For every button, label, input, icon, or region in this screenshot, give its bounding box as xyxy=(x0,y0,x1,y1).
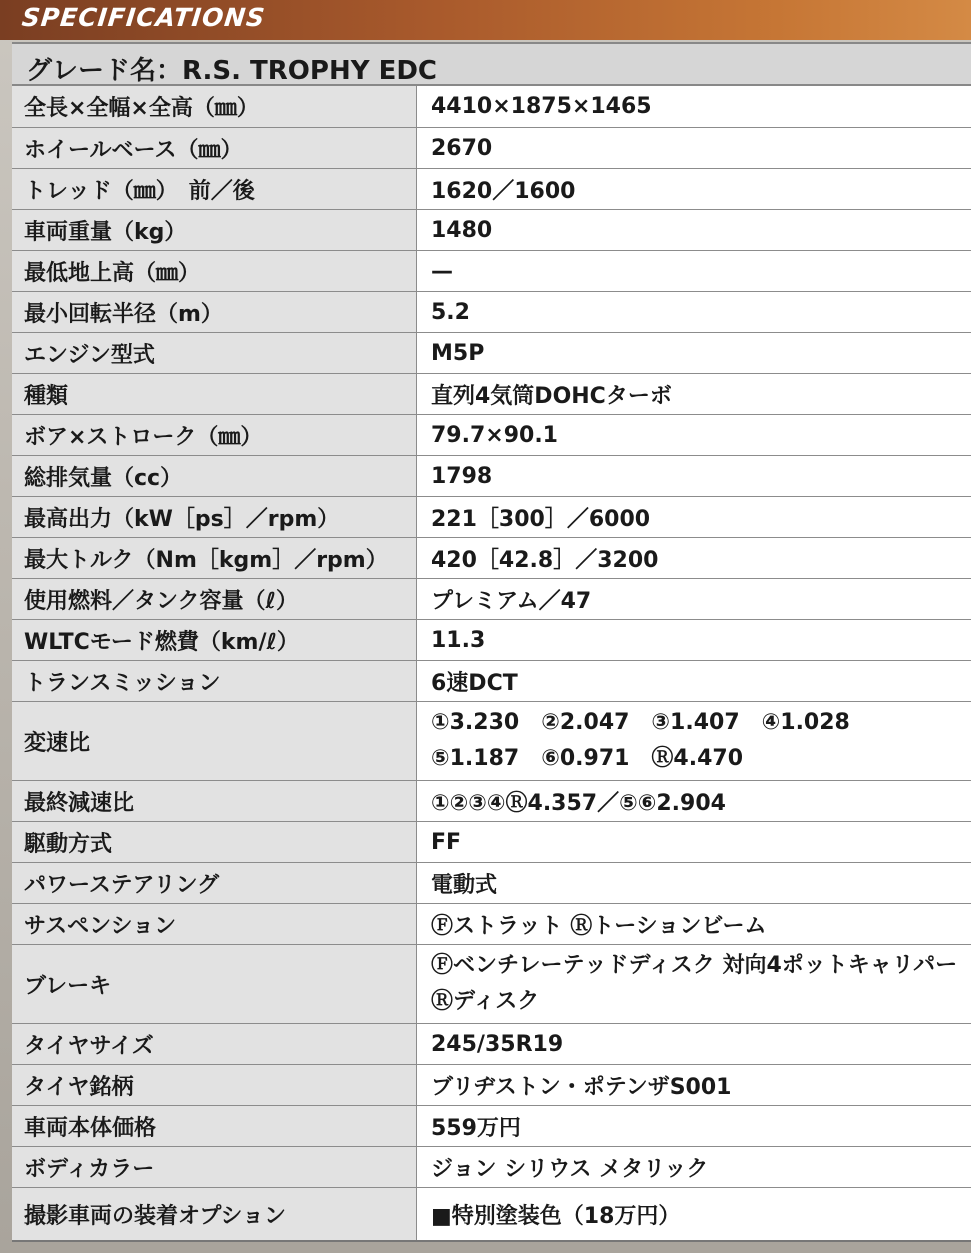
spec-value: 559万円 xyxy=(417,1106,971,1147)
table-row xyxy=(12,822,971,863)
spec-key: 最高出力（kW［ps］／rpm） xyxy=(12,497,417,538)
spec-key: トレッド（㎜） 前／後 xyxy=(12,169,417,210)
table-row xyxy=(12,251,971,292)
spec-key: 使用燃料／タンク容量（ℓ） xyxy=(12,579,417,620)
table-row xyxy=(12,538,971,579)
brake-line-1: Ⓕベンチレーテッドディスク 対向4ポットキャリパー xyxy=(431,953,958,978)
spec-key: 駆動方式 xyxy=(12,822,417,863)
table-row xyxy=(12,128,971,169)
table-row xyxy=(12,1147,971,1188)
spec-value: 79.7×90.1 xyxy=(417,415,971,456)
spec-value: Ⓕストラット Ⓡトーションビーム xyxy=(417,904,971,945)
spec-value: ジョン シリウス メタリック xyxy=(417,1147,971,1188)
spec-key: ホイールベース（㎜） xyxy=(12,128,417,169)
table-row xyxy=(12,579,971,620)
spec-value: 4410×1875×1465 xyxy=(417,86,971,128)
spec-key: トランスミッション xyxy=(12,661,417,702)
table-row xyxy=(12,1106,971,1147)
table-row xyxy=(12,620,971,661)
spec-key: エンジン型式 xyxy=(12,333,417,374)
spec-key: 変速比 xyxy=(12,702,417,781)
table-row xyxy=(12,415,971,456)
spec-value: 221［300］／6000 xyxy=(417,497,971,538)
grade-row xyxy=(12,42,971,86)
spec-value: 11.3 xyxy=(417,620,971,661)
table-row xyxy=(12,210,971,251)
table-row xyxy=(12,945,971,1024)
gear-ratio-line-1: ①3.230 ②2.047 ③1.407 ④1.028 xyxy=(431,710,850,735)
table-row xyxy=(12,781,971,822)
spec-value: 直列4気筒DOHCターボ xyxy=(417,374,971,415)
section-title: SPECIFICATIONS xyxy=(20,3,267,32)
table-row xyxy=(12,702,971,781)
table-row xyxy=(12,169,971,210)
spec-value: 5.2 xyxy=(417,292,971,333)
spec-value: 1480 xyxy=(417,210,971,251)
spec-table xyxy=(12,86,971,1242)
grade-name: グレード名：R.S. TROPHY EDC xyxy=(26,56,438,86)
spec-key: 最小回転半径（m） xyxy=(12,292,417,333)
spec-key: 車両本体価格 xyxy=(12,1106,417,1147)
spec-value: M5P xyxy=(417,333,971,374)
table-row xyxy=(12,374,971,415)
spec-value: 420［42.8］／3200 xyxy=(417,538,971,579)
table-row xyxy=(12,456,971,497)
spec-key: タイヤ銘柄 xyxy=(12,1065,417,1106)
spec-value: ブリヂストン・ポテンザS001 xyxy=(417,1065,971,1106)
spec-key: タイヤサイズ xyxy=(12,1024,417,1065)
spec-value: ■特別塗装色（18万円） xyxy=(417,1188,971,1242)
spec-key: 総排気量（cc） xyxy=(12,456,417,497)
gear-ratio-line-2: ⑤1.187 ⑥0.971 Ⓡ4.470 xyxy=(431,746,744,771)
spec-key: 最終減速比 xyxy=(12,781,417,822)
section-header xyxy=(0,0,971,40)
spec-value xyxy=(417,945,971,1024)
spec-value: ①②③④Ⓡ4.357／⑤⑥2.904 xyxy=(417,781,971,822)
spec-key: ボア×ストローク（㎜） xyxy=(12,415,417,456)
brake-line-2: Ⓡディスク xyxy=(431,989,540,1014)
table-row xyxy=(12,86,971,128)
spec-key: パワーステアリング xyxy=(12,863,417,904)
spec-value: FF xyxy=(417,822,971,863)
spec-key: 車両重量（kg） xyxy=(12,210,417,251)
spec-value: 電動式 xyxy=(417,863,971,904)
spec-key: ブレーキ xyxy=(12,945,417,1024)
table-row xyxy=(12,904,971,945)
table-row xyxy=(12,497,971,538)
spec-key: 種類 xyxy=(12,374,417,415)
spec-value: 2670 xyxy=(417,128,971,169)
spec-value: 245/35R19 xyxy=(417,1024,971,1065)
spec-value: プレミアム／47 xyxy=(417,579,971,620)
spec-value xyxy=(417,702,971,781)
table-row xyxy=(12,292,971,333)
table-row xyxy=(12,863,971,904)
spec-key: 最低地上高（㎜） xyxy=(12,251,417,292)
spec-key: 全長×全幅×全高（㎜） xyxy=(12,86,417,128)
spec-value: — xyxy=(417,251,971,292)
spec-value: 1620／1600 xyxy=(417,169,971,210)
spec-key: 最大トルク（Nm［kgm］／rpm） xyxy=(12,538,417,579)
table-row xyxy=(12,1188,971,1242)
table-row xyxy=(12,661,971,702)
spec-key: WLTCモード燃費（km/ℓ） xyxy=(12,620,417,661)
spec-key: ボディカラー xyxy=(12,1147,417,1188)
spec-key: 撮影車両の装着オプション xyxy=(12,1188,417,1242)
table-row xyxy=(12,1065,971,1106)
spec-key: サスペンション xyxy=(12,904,417,945)
spec-value: 1798 xyxy=(417,456,971,497)
table-row xyxy=(12,333,971,374)
spec-value: 6速DCT xyxy=(417,661,971,702)
table-row xyxy=(12,1024,971,1065)
